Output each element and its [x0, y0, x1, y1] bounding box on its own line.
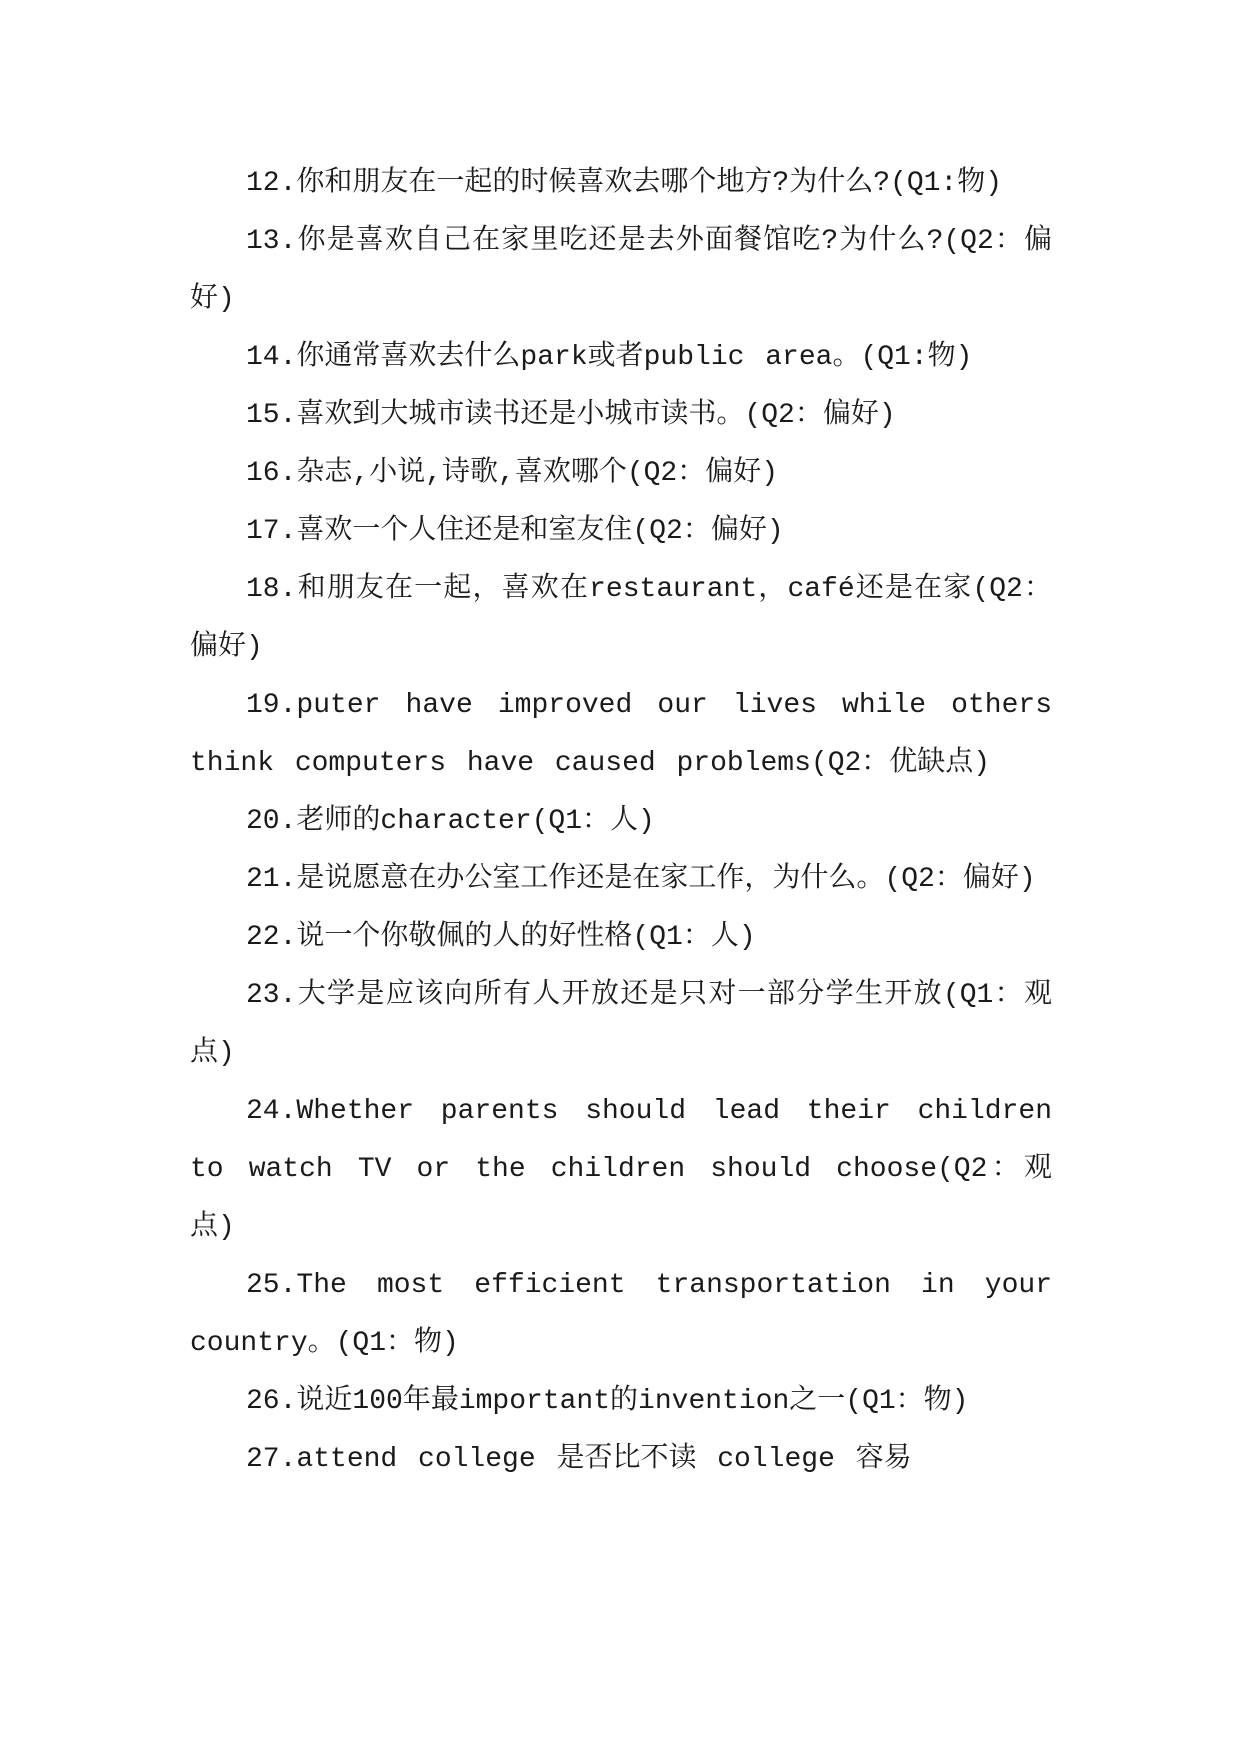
- question-item-17: 17.喜欢一个人住还是和室友住(Q2：偏好): [246, 516, 784, 547]
- question-item-12: 12.你和朋友在一起的时候喜欢去哪个地方?为什么?(Q1:物): [246, 168, 1003, 199]
- question-item-23: 23.大学是应该向所有人开放还是只对一部分学生开放(Q1：观点): [190, 980, 1052, 1069]
- question-item-14: 14.你通常喜欢去什么park或者public area。(Q1:物): [246, 342, 973, 373]
- question-item-15: 15.喜欢到大城市读书还是小城市读书。(Q2：偏好): [246, 400, 896, 431]
- question-item-21: 21.是说愿意在办公室工作还是在家工作，为什么。(Q2：偏好): [246, 864, 1036, 895]
- document-page: [190, 155, 1052, 1489]
- question-item-22: 22.说一个你敬佩的人的好性格(Q1：人): [246, 922, 756, 953]
- question-item-16: 16.杂志,小说,诗歌,喜欢哪个(Q2：偏好): [246, 458, 779, 489]
- question-item-25: 25.The most efficient transportation in your country。(Q1：物): [190, 1270, 1052, 1359]
- question-item-20: 20.老师的character(Q1：人): [246, 806, 655, 837]
- question-item-13: 13.你是喜欢自己在家里吃还是去外面餐馆吃?为什么?(Q2：偏好): [190, 226, 1052, 315]
- question-item-18: 18.和朋友在一起，喜欢在restaurant，café还是在家(Q2：偏好): [190, 574, 1052, 663]
- question-item-26: 26.说近100年最important的invention之一(Q1：物): [246, 1386, 969, 1417]
- question-item-24: 24.Whether parents should lead their children to watch TV or the children should choose(Q2：观点): [190, 1096, 1052, 1243]
- question-item-27: 27.attend college 是否比不读 college 容易: [246, 1444, 912, 1475]
- question-item-19: 19.puter have improved our lives while others think computers have caused problems(Q2：优缺点): [190, 690, 1052, 779]
